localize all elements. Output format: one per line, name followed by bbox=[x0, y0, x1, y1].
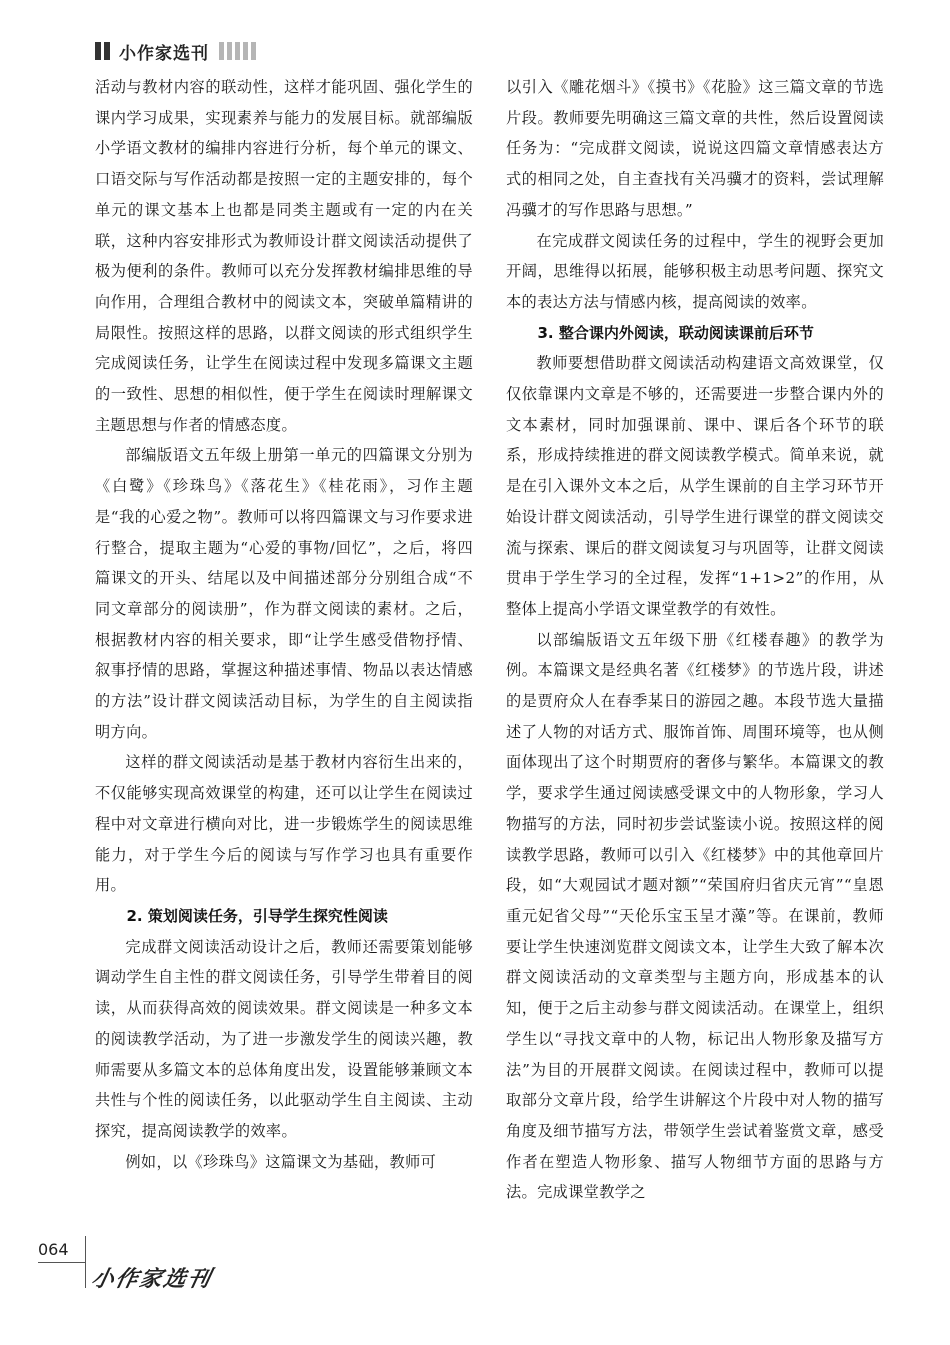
footer-divider bbox=[85, 1236, 86, 1288]
paragraph: 部编版语文五年级上册第一单元的四篇课文分别为《白鹭》《珍珠鸟》《落花生》《桂花雨》，习作主题是“我的心爱之物”。教师可以将四篇课文与习作要求进行整合，提取主题为“心爱的事物/回忆”，之后，将四篇课文的开头、结尾以及中间描述部分分别组合成“不同文章部分的阅读册”，作为群文阅读的素材。之后，根据教材内容的相关要求，即“让学生感受借物抒情、叙事抒情的思路，掌握这种描述事情、物品以表达情感的方法”设计群文阅读活动目标，为学生的自主阅读指明方向。 bbox=[95, 446, 473, 741]
header-bar-mark bbox=[227, 42, 232, 60]
journal-title: 小作家选刊 bbox=[119, 43, 209, 64]
left-column bbox=[95, 72, 473, 1177]
right-column bbox=[506, 72, 884, 1208]
header-bar-mark bbox=[95, 42, 101, 60]
page-number: 064 bbox=[38, 1240, 69, 1259]
paragraph: 例如，以《珍珠鸟》这篇课文为基础，教师可 bbox=[125, 1152, 437, 1171]
paragraph: 以引入《雕花烟斗》《摸书》《花脸》这三篇文章的节选片段。教师要先明确这三篇文章的共性，然后设置阅读任务为：“完成群文阅读，说说这四篇文章情感表达方式的相同之处，自主查找有关冯骥才的资料，尝试理解冯骥才的写作思路与思想。” bbox=[506, 78, 884, 219]
header-bar-mark bbox=[251, 42, 256, 60]
footer-underline bbox=[38, 1262, 85, 1263]
header-bar-mark bbox=[219, 42, 224, 60]
paragraph: 在完成群文阅读任务的过程中，学生的视野会更加开阔，思维得以拓展，能够积极主动思考问题、探究文本的表达方法与情感内核，提高阅读的效率。 bbox=[506, 231, 884, 311]
section-heading: 2. 策划阅读任务，引导学生探究性阅读 bbox=[126, 906, 388, 925]
paragraph: 活动与教材内容的联动性，这样才能巩固、强化学生的课内学习成果，实现素养与能力的发展目标。就部编版小学语文教材的编排内容进行分析，每个单元的课文、口语交际与写作活动都是按照一定的主题安排的，每个单元的课文基本上也都是同类主题或有一定的内在关联，这种内容安排形式为教师设计群文阅读活动提供了极为便利的条件。教师可以充分发挥教材编排思维的导向作用，合理组合教材中的阅读文本，突破单篇精讲的局限性。按照这样的思路，以群文阅读的形式组织学生完成阅读任务，让学生在阅读过程中发现多篇课文主题的一致性、思想的相似性，便于学生在阅读时理解课文主题思想与作者的情感态度。 bbox=[95, 78, 473, 434]
paragraph: 教师要想借助群文阅读活动构建语文高效课堂，仅仅依靠课内文章是不够的，还需要进一步整合课内外的文本素材，同时加强课前、课中、课后各个环节的联系，形成持续推进的群文阅读教学模式。简单来说，就是在引入课外文本之后，从学生课前的自主学习环节开始设计群文阅读活动，引导学生进行课堂的群文阅读交流与探索、课后的群文阅读复习与巩固等，让群文阅读贯串于学生学习的全过程，发挥“1+1>2”的作用，从整体上提高小学语文课堂教学的有效性。 bbox=[506, 354, 884, 618]
running-header bbox=[95, 38, 259, 64]
paragraph: 以部编版语文五年级下册《红楼春趣》的教学为例。本篇课文是经典名著《红楼梦》的节选片段，讲述的是贾府众人在春季某日的游园之趣。本段节选大量描述了人物的对话方式、服饰首饰、周围环境等，也从侧面体现出了这个时期贾府的奢侈与繁华。本篇课文的教学，要求学生通过阅读感受课文中的人物形象，学习人物描写的方法，同时初步尝试鉴读小说。按照这样的阅读教学思路，教师可以引入《红楼梦》中的其他章回片段，如“大观园试才题对额”“荣国府归省庆元宵”“皇恩重元妃省父母”“天伦乐宝玉呈才藻”等。在课前，教师要让学生快速浏览群文阅读文本，让学生大致了解本次群文阅读活动的文章类型与主题方向，形成基本的认知，便于之后主动参与群文阅读活动。在课堂上，组织学生以“寻找文章中的人物，标记出人物形象及描写方法”为目的开展群文阅读。在阅读过程中，教师可以提取部分文章片段，给学生讲解这个片段中对人物的描写角度及细节描写方法，带领学生尝试着鉴赏文章，感受作者在塑造人物形象、描写人物细节方面的思路与方法。完成课堂教学之 bbox=[506, 630, 884, 1202]
section-heading: 3. 整合课内外阅读，联动阅读课前后环节 bbox=[537, 323, 814, 342]
header-bar-mark bbox=[104, 42, 110, 60]
journal-logo: 小作家选刊 bbox=[88, 1266, 215, 1292]
header-bar-mark bbox=[243, 42, 248, 60]
header-bar-mark bbox=[235, 42, 240, 60]
paragraph: 完成群文阅读活动设计之后，教师还需要策划能够调动学生自主性的群文阅读任务，引导学生带着目的阅读，从而获得高效的阅读效果。群文阅读是一种多文本的阅读教学活动，为了进一步激发学生的阅读兴趣，教师需要从多篇文本的总体角度出发，设置能够兼顾文本共性与个性的阅读任务，以此驱动学生自主阅读、主动探究，提高阅读教学的效率。 bbox=[95, 937, 473, 1140]
paragraph: 这样的群文阅读活动是基于教材内容衍生出来的，不仅能够实现高效课堂的构建，还可以让学生在阅读过程中对文章进行横向对比，进一步锻炼学生的阅读思维能力，对于学生今后的阅读与写作学习也具有重要作用。 bbox=[95, 753, 473, 895]
